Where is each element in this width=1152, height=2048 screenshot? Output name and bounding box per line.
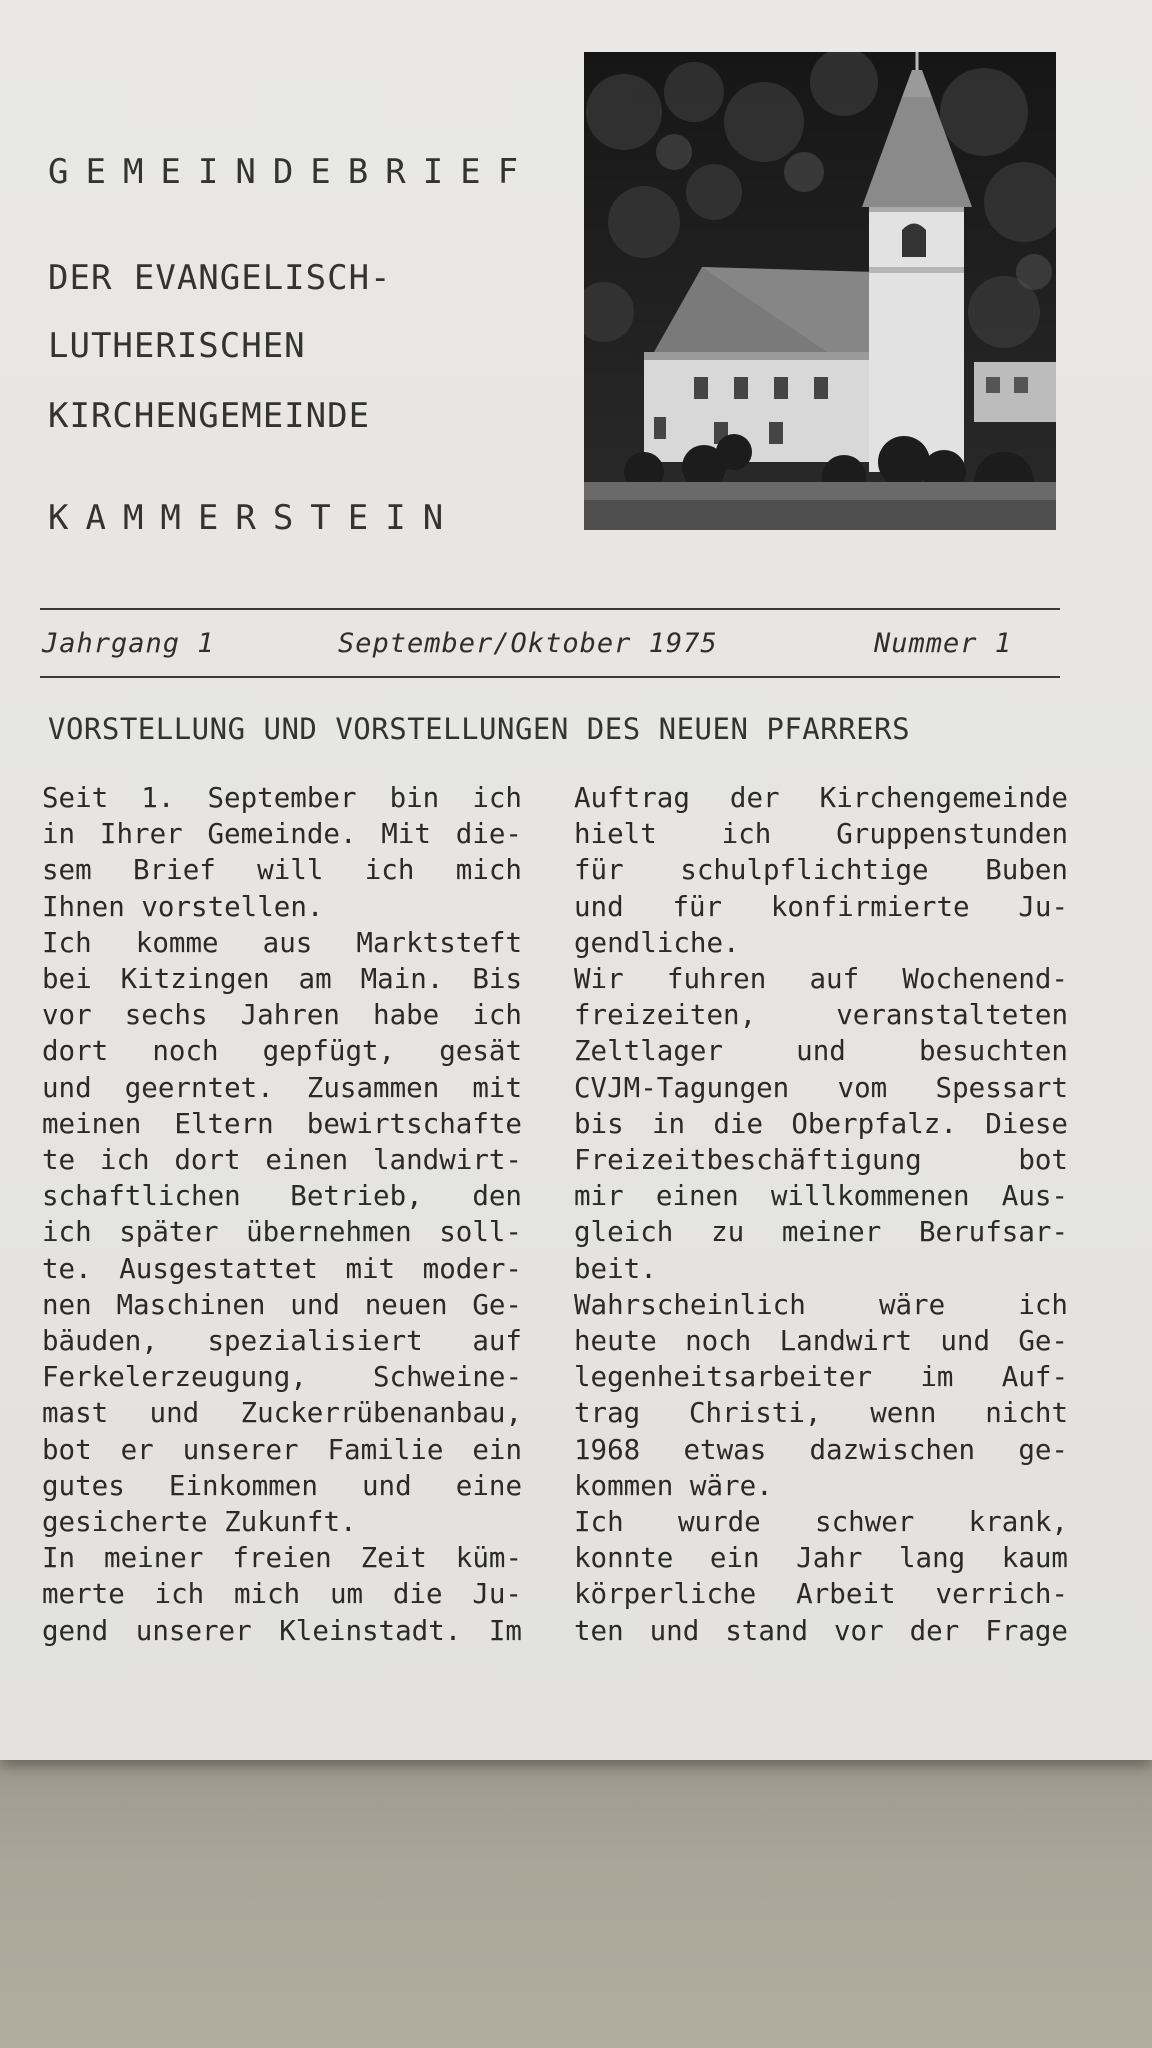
church-illustration [584, 52, 1056, 530]
article-line: in Ihrer Gemeinde. Mit die- [42, 818, 522, 851]
article-column-left [42, 780, 522, 1649]
article-line: 1968 etwas dazwischen ge- [574, 1433, 1068, 1466]
article-line: Ich komme aus Marktsteft [42, 926, 522, 959]
bottom-rule [40, 676, 1060, 678]
article-line: Auftrag der Kirchengemeinde [574, 782, 1068, 814]
issue-number: Nummer 1 [874, 628, 1013, 659]
table-surface [0, 1740, 1152, 2048]
article-line: Seit 1. September bin ich [42, 782, 522, 814]
article-line: beit. [574, 1252, 657, 1285]
article-line: für schulpflichtige Buben [574, 854, 1068, 887]
article-line: kommen wäre. [574, 1469, 773, 1502]
article-line: freizeiten, veranstalteten [574, 999, 1068, 1032]
article-line: te. Ausgestattet mit moder- [42, 1252, 522, 1285]
article-line: nen Maschinen und neuen Ge- [42, 1288, 522, 1321]
article-line: CVJM-Tagungen vom Spessart [574, 1071, 1068, 1104]
masthead [0, 0, 1152, 600]
article-line: meinen Eltern bewirtschafte [42, 1107, 522, 1140]
article-line: hielt ich Gruppenstunden [574, 818, 1068, 851]
article-line: te ich dort einen landwirt- [42, 1144, 522, 1177]
article-line: sem Brief will ich mich [42, 854, 522, 887]
article-headline: VORSTELLUNG UND VORSTELLUNGEN DES NEUEN PFARRERS [48, 712, 911, 746]
article-line: Ferkelerzeugung, Schweine- [42, 1361, 522, 1394]
article-line: dort noch gepfügt, gesät [42, 1035, 522, 1068]
article-line: mast und Zuckerrübenanbau, [42, 1397, 522, 1430]
church-photo [584, 52, 1056, 530]
org-line-3: KIRCHENGEMEINDE [48, 396, 371, 436]
article-line: schaftlichen Betrieb, den [42, 1180, 522, 1213]
article-line: merte ich mich um die Ju- [42, 1578, 522, 1611]
article-line: ich später übernehmen soll- [42, 1216, 522, 1249]
article-line: gendliche. [574, 926, 740, 959]
article-line: Freizeitbeschäftigung bot [574, 1144, 1068, 1177]
article-line: gesicherte Zukunft. [42, 1506, 357, 1539]
article-line: und geerntet. Zusammen mit [42, 1071, 522, 1104]
top-rule [40, 608, 1060, 610]
article-line: körperliche Arbeit verrich- [574, 1578, 1068, 1611]
article-line: Wir fuhren auf Wochenend- [574, 963, 1068, 996]
issue-volume: Jahrgang 1 [42, 628, 215, 659]
article-line: bei Kitzingen am Main. Bis [42, 963, 522, 996]
article-line: bäuden, spezialisiert auf [42, 1325, 522, 1358]
parish-name: KAMMERSTEIN [48, 498, 461, 538]
article-line: und für konfirmierte Ju- [574, 890, 1068, 923]
org-line-2: LUTHERISCHEN [48, 326, 306, 366]
article-line: ten und stand vor der Frage [574, 1614, 1068, 1647]
article-line: gend unserer Kleinstadt. Im [42, 1614, 522, 1647]
article-line: vor sechs Jahren habe ich [42, 999, 522, 1032]
org-line-1: DER EVANGELISCH- [48, 258, 392, 298]
article-line: legenheitsarbeiter im Auf- [574, 1361, 1068, 1394]
article-line: gleich zu meiner Berufsar- [574, 1216, 1068, 1249]
article-line: konnte ein Jahr lang kaum [574, 1542, 1068, 1575]
article-line: gutes Einkommen und eine [42, 1469, 522, 1502]
article-line: In meiner freien Zeit küm- [42, 1542, 522, 1575]
article-line: Zeltlager und besuchten [574, 1035, 1068, 1068]
article-line: bis in die Oberpfalz. Diese [574, 1107, 1068, 1140]
article-line: bot er unserer Familie ein [42, 1433, 522, 1466]
article-line: Wahrscheinlich wäre ich [574, 1288, 1068, 1321]
article-line: mir einen willkommenen Aus- [574, 1180, 1068, 1213]
article-line: Ihnen vorstellen. [42, 890, 324, 923]
article-line: heute noch Landwirt und Ge- [574, 1325, 1068, 1358]
article-column-right [574, 780, 1068, 1649]
issue-date: September/Oktober 1975 [338, 628, 718, 659]
article-line: trag Christi, wenn nicht [574, 1397, 1068, 1430]
article-line: Ich wurde schwer krank, [574, 1506, 1068, 1539]
newsletter-title: GEMEINDEBRIEF [48, 152, 536, 192]
